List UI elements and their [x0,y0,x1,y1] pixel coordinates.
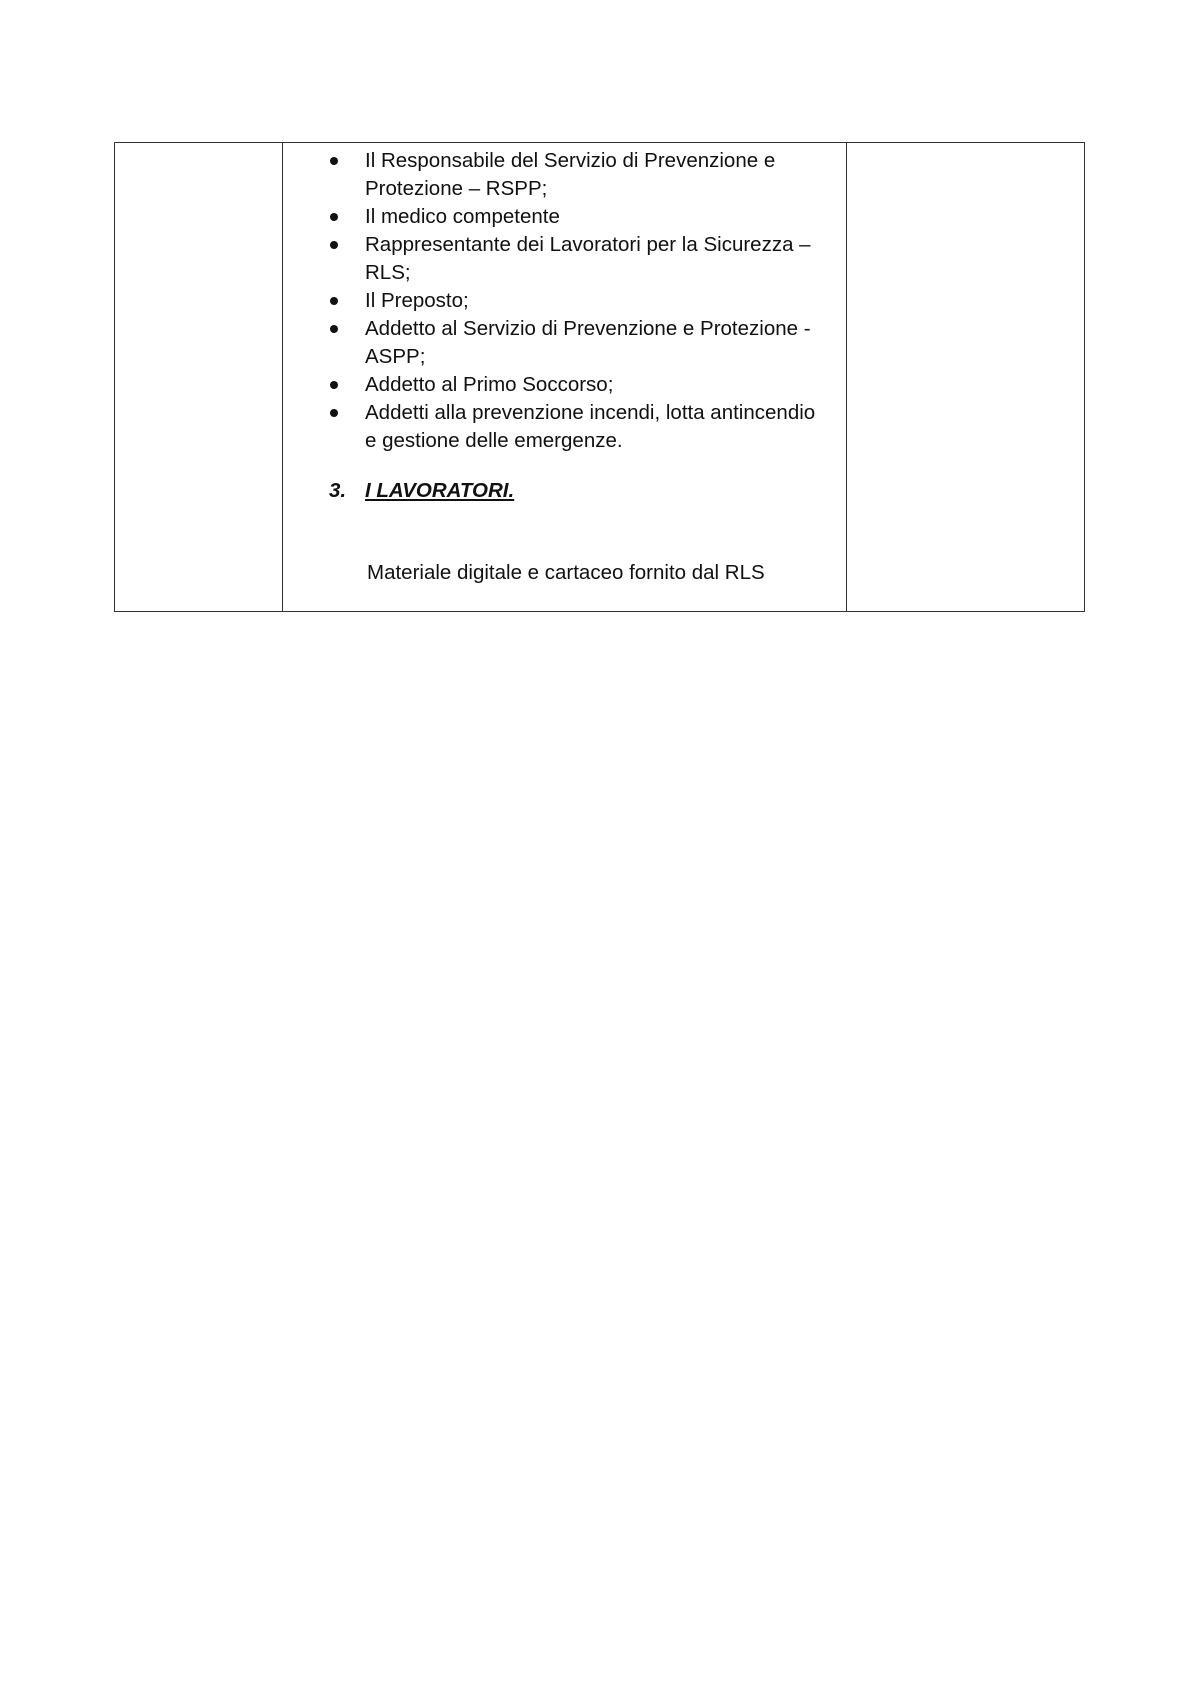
section-heading: I LAVORATORI. [365,479,515,502]
bullet-icon [330,297,338,305]
bullet-icon [330,241,338,249]
list-item-text: Il Responsabile del Servizio di Prevenzione e Protezione – RSPP; [365,149,776,200]
list-item [283,231,846,287]
list-item-text: Il medico competente [365,205,560,228]
bullet-icon [330,213,338,221]
table-cell-middle [283,143,847,611]
list-item [283,287,846,315]
table-cell-left [115,143,283,611]
table-cell-right [847,143,1084,611]
list-item [283,147,846,203]
material-note: Materiale digitale e cartaceo fornito dal RLS [367,561,765,584]
bullet-icon [330,325,338,333]
list-item [283,203,846,231]
list-item [283,399,846,455]
bullet-icon [330,381,338,389]
list-item-text: Il Preposto; [365,289,469,312]
list-item [283,315,846,371]
list-item [283,371,846,399]
document-table [114,142,1085,612]
list-item-text: Rappresentante dei Lavoratori per la Sicurezza – RLS; [365,233,811,284]
bullet-list [283,147,846,455]
bullet-icon [330,409,338,417]
list-item-text: Addetto al Primo Soccorso; [365,373,614,396]
list-item-text: Addetti alla prevenzione incendi, lotta antincendio e gestione delle emergenze. [365,401,816,452]
bullet-icon [330,157,338,165]
list-item-text: Addetto al Servizio di Prevenzione e Protezione - ASPP; [365,317,811,368]
list-number: 3. [329,479,347,502]
